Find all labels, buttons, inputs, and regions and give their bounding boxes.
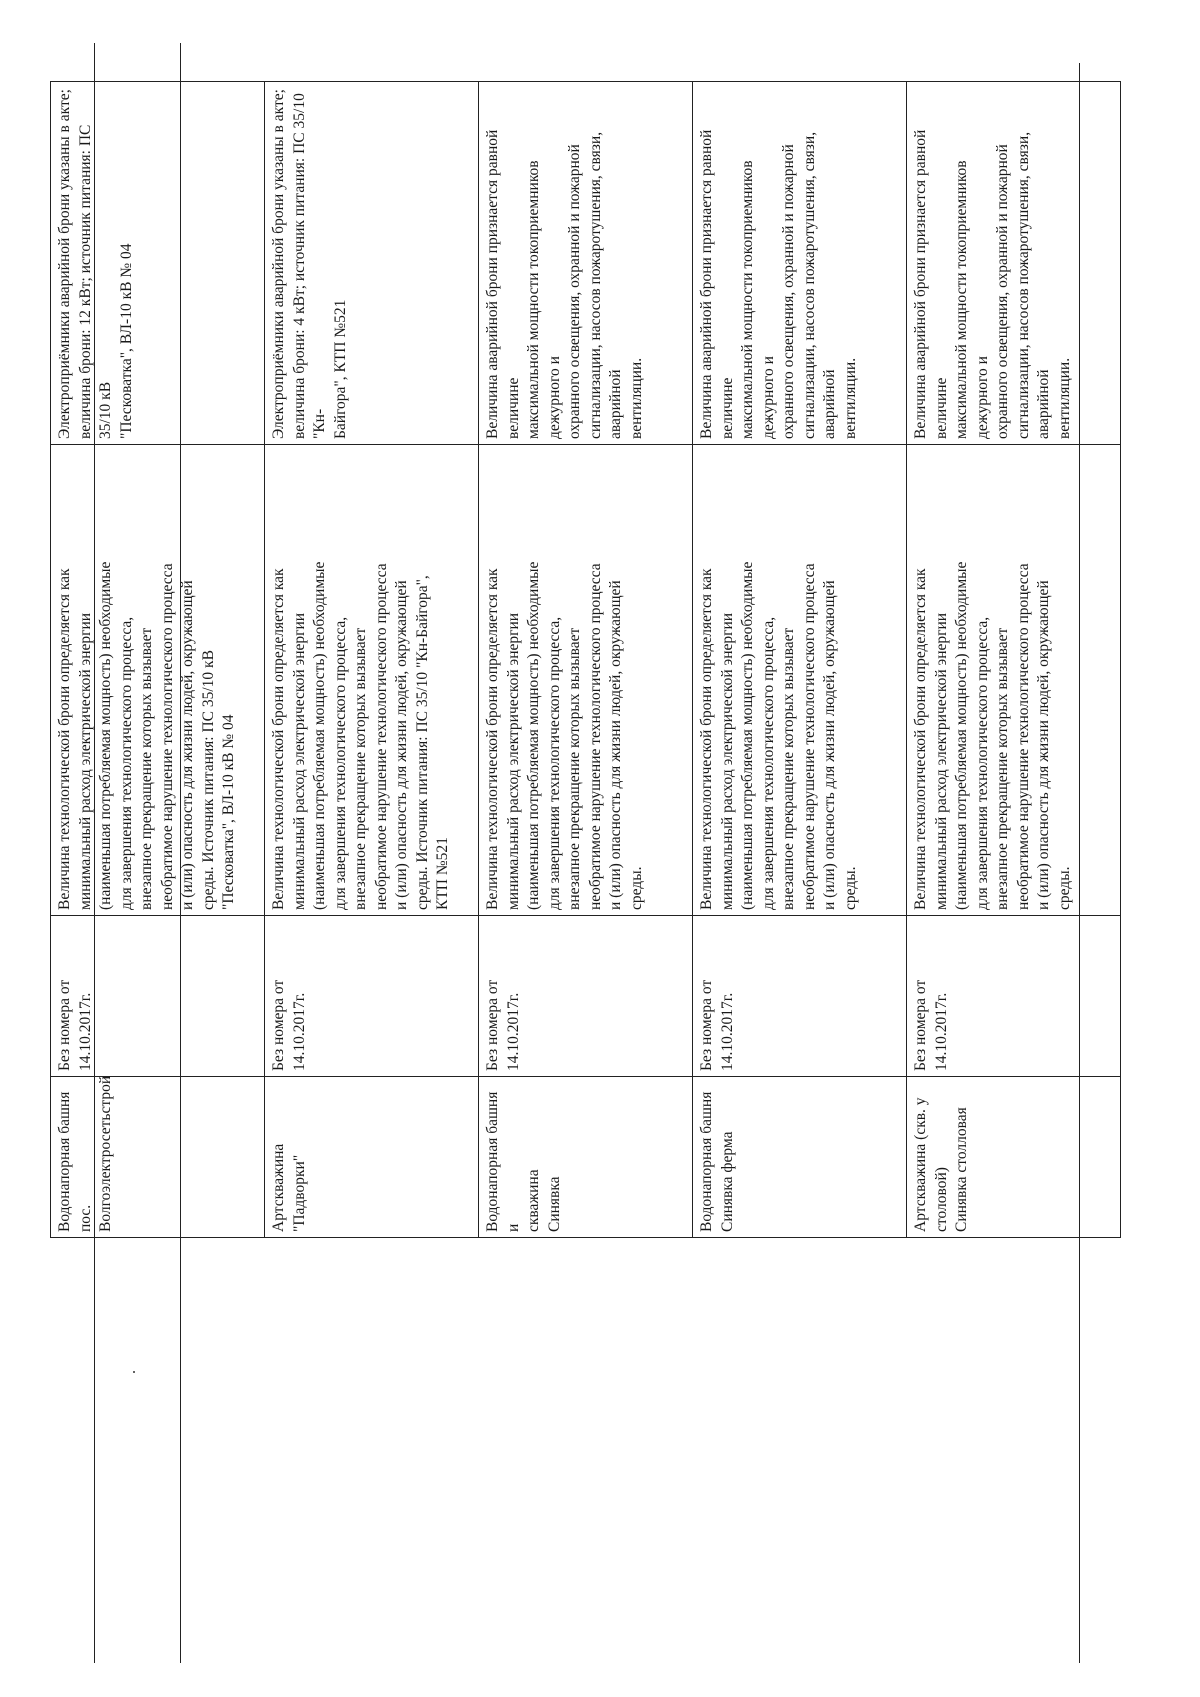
object-name-cell: Водонапорная башня пос. Волгоэлектросетьстрой [51,1077,265,1238]
technological-reserve-cell: Величина технологической брони определяется как минимальный расход электрической энергии (наименьшая потребляемая мощность) необходимые для завершения технологического процесса, внезапное прекращение которых вызывает необратимое нарушение технологического процесса и (или) опасность для жизни людей, окружающей среды. [479,445,693,916]
act-reference-cell: Без номера от 14.10.2017г. [907,916,1121,1077]
object-name-cell: Водонапорная башня Синявка ферма [693,1077,907,1238]
emergency-reserve-cell: Величина аварийной брони признается равной величине максимальной мощности токоприемников дежурного и охранного освещения, охранной и пожарной сигнализации, насосов пожаротушения, связи, аварийной вентиляции. [907,82,1121,445]
technological-reserve-cell: Величина технологической брони определяется как минимальный расход электрической энергии (наименьшая потребляемая мощность) необходимые для завершения технологического процесса, внезапное прекращение которых вызывает необратимое нарушение технологического процесса и (или) опасность для жизни людей, окружающей среды. [907,445,1121,916]
act-reference-cell: Без номера от 14.10.2017г. [51,916,265,1077]
act-reference-cell: Без номера от 14.10.2017г. [693,916,907,1077]
table-row [693,82,907,1238]
technological-reserve-cell: Величина технологической брони определяется как минимальный расход электрической энергии (наименьшая потребляемая мощность) необходимые для завершения технологического процесса, внезапное прекращение которых вызывает необратимое нарушение технологического процесса и (или) опасность для жизни людей, окружающей среды. Источник питания: ПС 35/10 кВ "Песковатка", ВЛ-10 кВ № 04 [51,445,265,916]
emergency-reserve-cell: Электроприёмники аварийной брони указаны в акте; величина брони: 4 кВт; источник питания: ПС 35/10 "Кн- Байгора", КТП №521 [265,82,479,445]
act-reference-cell: Без номера от 14.10.2017г. [265,916,479,1077]
table-row [265,82,479,1238]
object-name-cell: Артскважина "Падворки" [265,1077,479,1238]
emergency-reserve-cell: Электроприёмники аварийной брони указаны в акте; величина брони: 12 кВт; источник питания: ПС 35/10 кВ "Песковатка", ВЛ-10 кВ № 04 [51,82,265,445]
act-reference-cell: Без номера от 14.10.2017г. [479,916,693,1077]
technological-reserve-cell: Величина технологической брони определяется как минимальный расход электрической энергии (наименьшая потребляемая мощность) необходимые для завершения технологического процесса, внезапное прекращение которых вызывает необратимое нарушение технологического процесса и (или) опасность для жизни людей, окружающей среды. [693,445,907,916]
table-row [907,82,1121,1238]
rotated-page-content [50,43,1120,1663]
emergency-reserve-cell: Величина аварийной брони признается равной величине максимальной мощности токоприемников дежурного и охранного освещения, охранной и пожарной сигнализации, насосов пожаротушения, связи, аварийной вентиляции. [693,82,907,445]
object-name-cell: Артскважина (скв. у столовой) Синявка столловая [907,1077,1121,1238]
technological-reserve-cell: Величина технологической брони определяется как минимальный расход электрической энергии (наименьшая потребляемая мощность) необходимые для завершения технологического процесса, внезапное прекращение которых вызывает необратимое нарушение технологического процесса и (или) опасность для жизни людей, окружающей среды. Источник питания: ПС 35/10 "Кн-Байгора", КТП №521 [265,445,479,916]
table-row [51,82,265,1238]
scan-speck [133,1371,135,1373]
emergency-reserve-cell: Величина аварийной брони признается равной величине максимальной мощности токоприемников дежурного и охранного освещения, охранной и пожарной сигнализации, насосов пожаротушения, связи, аварийной вентиляции. [479,82,693,445]
table-row [479,82,693,1238]
object-name-cell: Водонапорная башня и скважина Синявка [479,1077,693,1238]
power-reserve-table [50,81,1121,1238]
